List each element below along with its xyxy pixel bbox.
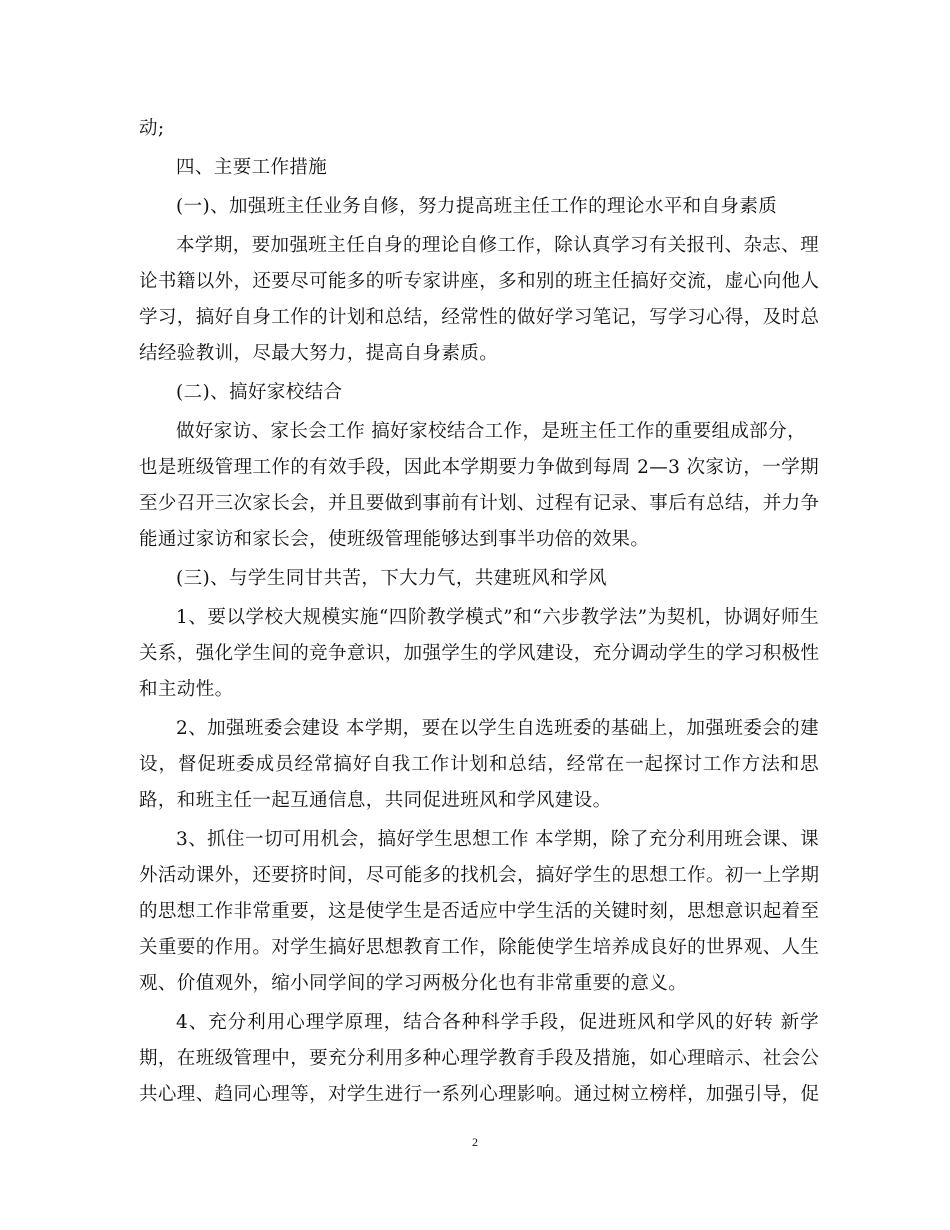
text-line: 动; [139,118,165,139]
text-line: 2、加强班委会建设 本学期，要在以学生自选班委的基础上，加强班委会的建 [176,718,819,739]
text-line: 学习，搞好自身工作的计划和总结，经常性的做好学习笔记，写学习心得，及时总 [139,307,820,328]
text-line: 设，督促班委成员经常搞好自我工作计划和总结，经常在一起探讨工作方法和思 [139,754,819,775]
text-line: 本学期，要加强班主任自身的理论自修工作，除认真学习有关报刊、杂志、理 [176,235,819,256]
text-line: 关重要的作用。对学生搞好思想教育工作，除能使学生培养成良好的世界观、人生 [139,937,820,958]
text-line: 路，和班主任一起互通信息，共同促进班风和学风建设。 [139,790,612,811]
text-line: 共心理、趋同心理等，对学生进行一系列心理影响。通过树立榜样，加强引导，促 [139,1084,820,1105]
text-line: 的思想工作非常重要，这是使学生是否适应中学生活的关键时刻，思想意识起着至 [139,901,820,922]
text-line: 1、要以学校大规模实施“四阶教学模式”和“六步教学法”为契机，协调好师生 [176,607,819,628]
text-line: 至少召开三次家长会，并且要做到事前有计划、过程有记录、事后有总结，并力争 [139,493,820,514]
text-line: 做好家访、家长会工作 搞好家校结合工作，是班主任工作的重要组成部分， [176,421,806,442]
text-line: 和主动性。 [139,679,234,700]
text-line: 4、充分利用心理学原理，结合各种科学手段，促进班风和学风的好转 新学 [176,1012,819,1033]
text-line: 能通过家访和家长会，使班级管理能够达到事半功倍的效果。 [139,529,650,550]
text-line: 期，在班级管理中，要充分利用多种心理学教育手段及措施，如心理暗示、社会公 [139,1048,820,1069]
text-line: 3、抓住一切可用机会，搞好学生思想工作 本学期，除了充分利用班会课、课 [176,829,819,850]
text-line: 也是班级管理工作的有效手段，因此本学期要力争做到每周 2—3 次家访，一学期 [139,457,819,478]
subsection-heading: (二)、搞好家校结合 [176,382,343,403]
text-line: 结经验教训，尽最大努力，提高自身素质。 [139,343,499,364]
text-line: 外活动课外，还要挤时间，尽可能多的找机会，搞好学生的思想工作。初一上学期 [139,865,820,886]
text-line: 关系，强化学生间的竞争意识，加强学生的学风建设，充分调动学生的学习积极性 [139,643,820,664]
text-line: 观、价值观外，缩小同学间的学习两极分化也有非常重要的意义。 [139,973,688,994]
section-heading: 四、主要工作措施 [176,157,328,178]
text-line: 论书籍以外，还要尽可能多的听专家讲座，多和别的班主任搞好交流，虚心向他人 [139,271,820,292]
subsection-heading: (一)、加强班主任业务自修，努力提高班主任工作的理论水平和自身素质 [176,196,778,217]
subsection-heading: (三)、与学生同甘共苦，下大力气，共建班风和学风 [176,568,608,589]
page-number: 2 [472,1135,478,1149]
